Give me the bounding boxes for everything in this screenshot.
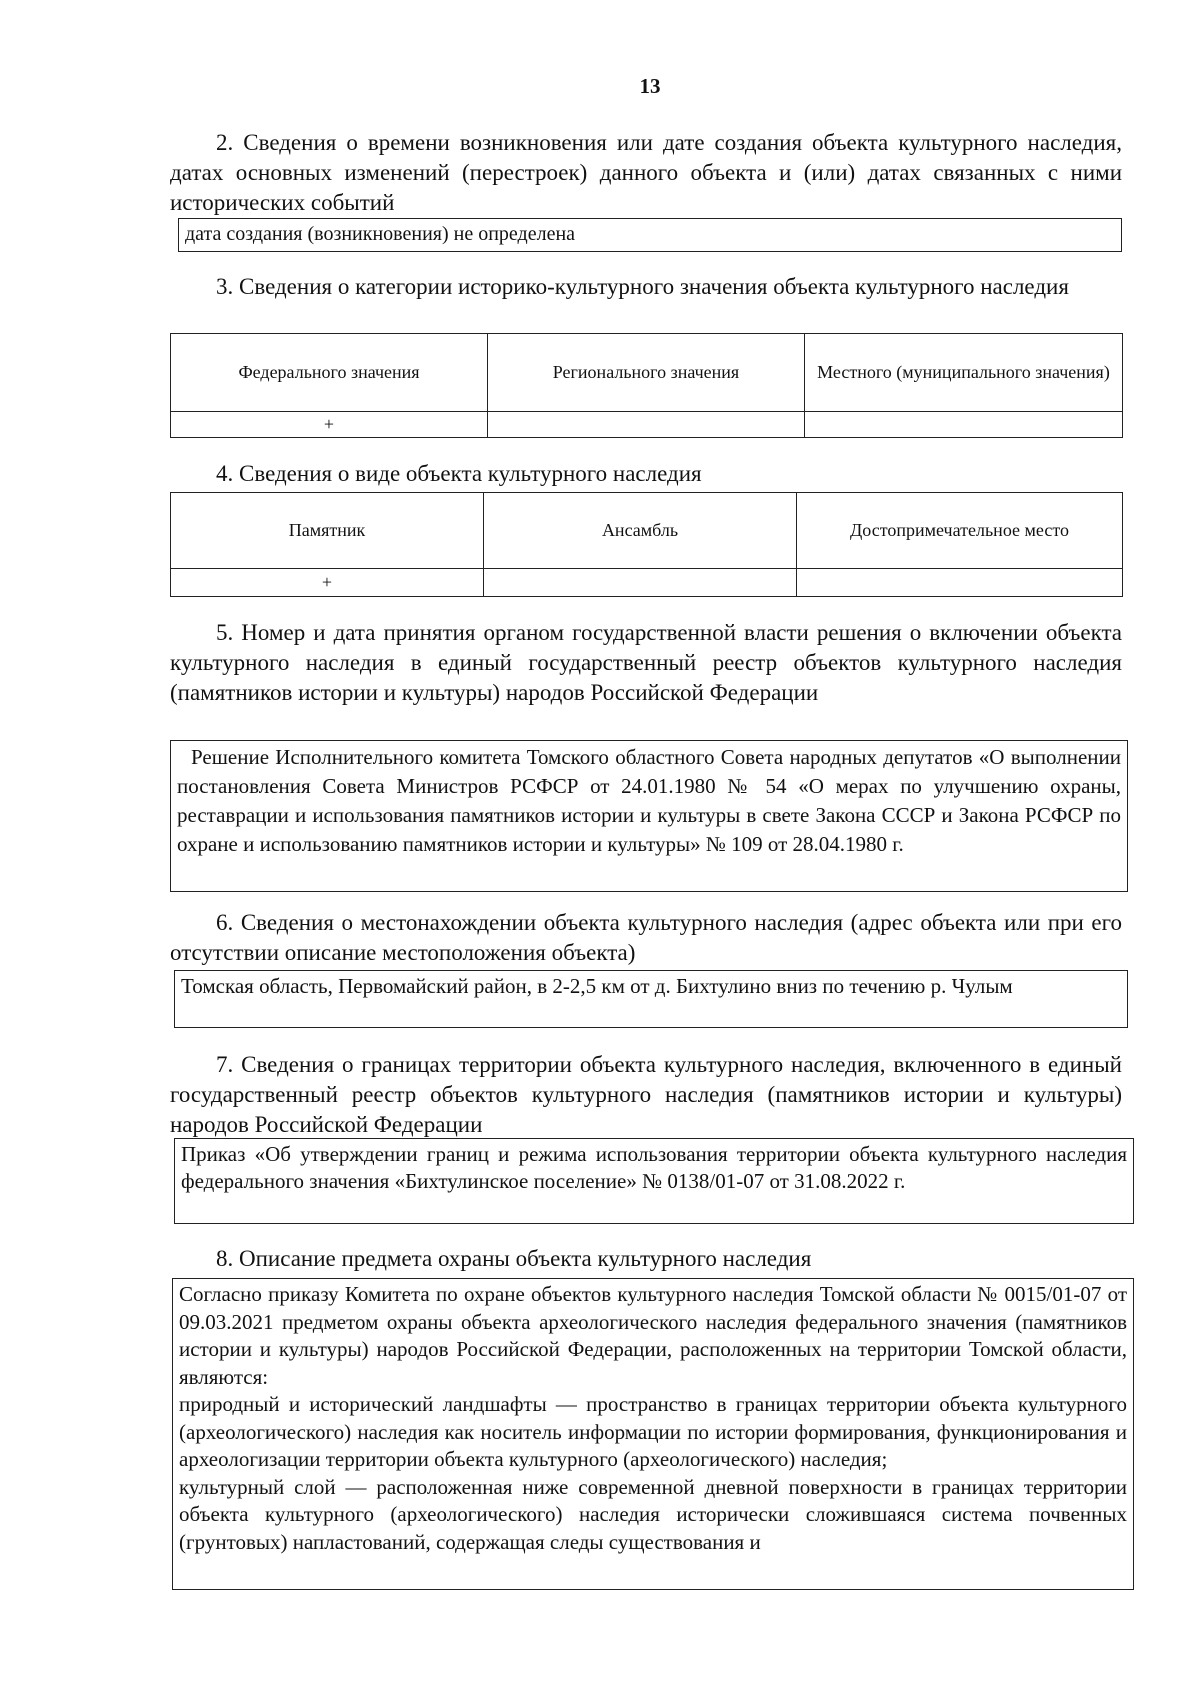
- table-header-cell: Регионального значения: [488, 334, 805, 412]
- section-6-content: Томская область, Первомайский район, в 2-2,5 км от д. Бихтулино вниз по течению р. Чулым: [181, 974, 1013, 998]
- section-2-content: дата создания (возникновения) не определена: [185, 223, 576, 245]
- table-cell: [805, 412, 1123, 438]
- section-5-content: Решение Исполнительного комитета Томского областного Совета народных депутатов «О выполнении постановления Совета Министров РСФСР от 24.01.1980 № 54 «О мерах по улучшению охраны, реставрации и использования памятников истории и культуры в свете Закона СССР и Закона РСФСР по охране и использованию памятников истории и культуры» № 109 от 28.04.1980 г.: [177, 745, 1121, 856]
- table-header-cell: Ансамбль: [484, 493, 797, 569]
- section-6-box: [174, 970, 1128, 1028]
- section-7-box: [174, 1138, 1134, 1224]
- table-cell: +: [171, 569, 484, 597]
- section-7-title: 7. Сведения о границах территории объекта культурного наследия, включенного в единый государственный реестр объектов культурного наследия (памятников истории и культуры) народов Российской Федерации: [170, 1052, 1122, 1137]
- table-cell: +: [171, 412, 488, 438]
- section-8-paragraph-3: культурный слой — расположенная ниже современной дневной поверхности в границах территории объекта культурного (археологического) наследия исторически сложившаяся система почвенных (грунтовых) напластований, содержащая следы существования и: [179, 1474, 1127, 1554]
- section-6-title: 6. Сведения о местонахождении объекта культурного наследия (адрес объекта или при его отсутствии описание местоположения объекта): [170, 910, 1122, 965]
- section-4-value-row: [171, 569, 1123, 597]
- section-2-title: 2. Сведения о времени возникновения или дате создания объекта культурного наследия, датах основных изменений (перестроек) данного объекта и (или) датах связанных с ними исторических событий: [170, 130, 1122, 215]
- section-2-box: [178, 218, 1122, 252]
- page-number: 13: [639, 74, 661, 98]
- section-8-title: 8. Описание предмета охраны объекта культурного наследия: [216, 1246, 812, 1271]
- section-8-paragraph-2: природный и исторический ландшафты — пространство в границах территории объекта культурного (археологического) наследия как носитель информации по истории формирования, функционирования и археологизации территории объекта культурного (археологического) наследия;: [179, 1392, 1127, 1471]
- section-4-header-row: [171, 493, 1123, 569]
- section-3-title: 3. Сведения о категории историко-культурного значения объекта культурного наследия: [216, 274, 1069, 299]
- section-3-table: [170, 333, 1123, 438]
- section-4-title: 4. Сведения о виде объекта культурного наследия: [216, 461, 702, 486]
- section-8-paragraph-1: Согласно приказу Комитета по охране объектов культурного наследия Томской области № 0015/01-07 от 09.03.2021 предметом охраны объекта археологического наследия федерального значения (памятников истории и культуры) народов Российской Федерации, расположенных на территории Томской области, являются:: [179, 1282, 1127, 1389]
- section-4-table: [170, 492, 1123, 597]
- section-5-box: [170, 740, 1128, 892]
- table-header-cell: Местного (муниципального значения): [805, 334, 1123, 412]
- table-header-cell: Федерального значения: [171, 334, 488, 412]
- section-3-value-row: [171, 412, 1123, 438]
- table-cell: [484, 569, 797, 597]
- table-header-cell: Памятник: [171, 493, 484, 569]
- table-header-cell: Достопримечательное место: [797, 493, 1123, 569]
- section-7-content: Приказ «Об утверждении границ и режима использования территории объекта культурного наследия федерального значения «Бихтулинское поселение» № 0138/01-07 от 31.08.2022 г.: [181, 1142, 1127, 1193]
- section-5-title: 5. Номер и дата принятия органом государственной власти решения о включении объекта культурного наследия в единый государственный реестр объектов культурного наследия (памятников истории и культуры) народов Российской Федерации: [170, 620, 1122, 705]
- section-8-box: [172, 1278, 1134, 1590]
- section-3-header-row: [171, 334, 1123, 412]
- table-cell: [488, 412, 805, 438]
- table-cell: [797, 569, 1123, 597]
